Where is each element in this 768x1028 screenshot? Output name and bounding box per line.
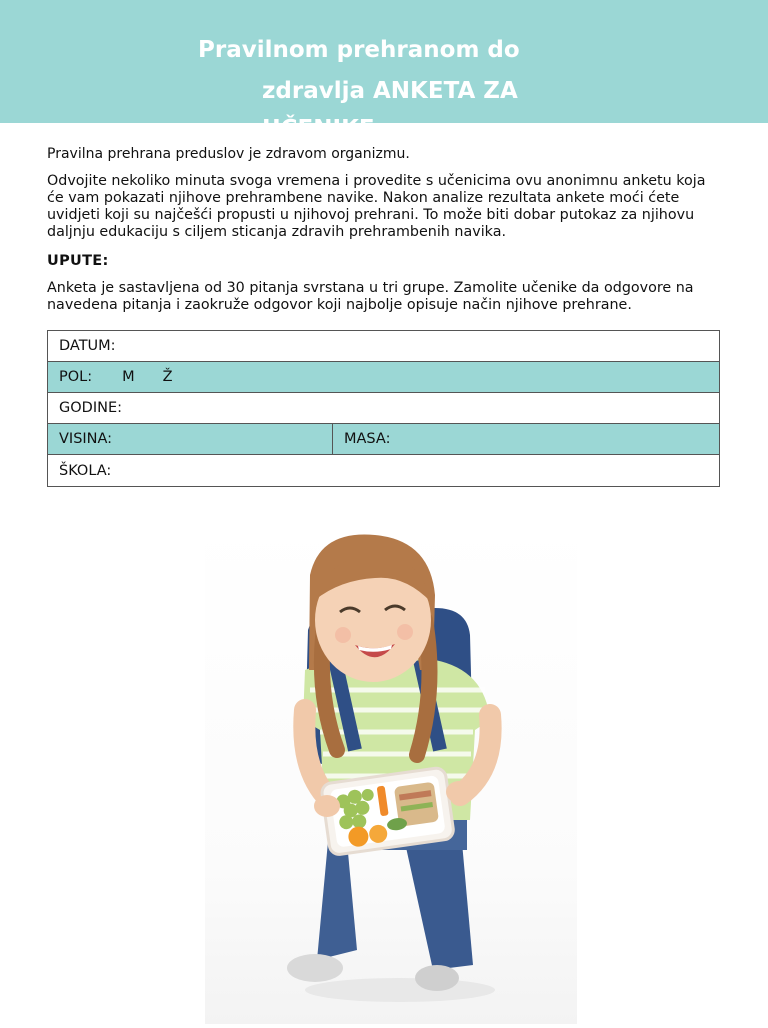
- datum-label: DATUM:: [59, 338, 116, 354]
- visina-cell[interactable]: [48, 424, 333, 454]
- visina-label: VISINA:: [59, 431, 113, 447]
- datum-row[interactable]: [48, 331, 719, 362]
- pol-cell: [48, 362, 173, 392]
- title-line-3: UČENIKE: [262, 116, 375, 142]
- godine-label: GODINE:: [59, 400, 122, 416]
- header-banner: [0, 0, 768, 142]
- girl-illustration: [205, 520, 577, 1024]
- pol-label: POL:: [59, 369, 93, 385]
- pol-option-z[interactable]: Ž: [162, 369, 173, 385]
- girl-with-lunchbox-image: [205, 520, 577, 1024]
- title-line-2: zdravlja ANKETA ZA: [262, 78, 518, 104]
- student-info-form: [47, 330, 720, 487]
- upute-heading: UPUTE:: [47, 253, 109, 269]
- intro-paragraph-3: Anketa je sastavljena od 30 pitanja svrstana u tri grupe. Zamolite učenike da odgovore na navedena pitanja i zaokruže odgovor koji najbolje opisuje način njihove prehrane.: [47, 280, 694, 313]
- masa-label: MASA:: [344, 431, 391, 447]
- pol-row[interactable]: [48, 362, 719, 393]
- title-line-1: Pravilnom prehranom do: [198, 37, 520, 63]
- intro-paragraph-1: Pravilna prehrana preduslov je zdravom organizmu.: [47, 146, 410, 162]
- visina-masa-row: [48, 424, 719, 455]
- masa-cell[interactable]: [333, 424, 390, 454]
- pol-option-m[interactable]: M: [122, 369, 135, 385]
- skola-row[interactable]: [48, 455, 719, 486]
- godine-row[interactable]: [48, 393, 719, 424]
- intro-paragraph-2: Odvojite nekoliko minuta svoga vremena i provedite s učenicima ovu anonimnu anketu koja će vam pokazati njihove prehrambene navike. Nakon analize rezultata ankete moći ćete uvidjeti koji su najčešći propusti u njihovoj prehrani. To može biti dobar putokaz za njihovu daljnju edukaciju s ciljem sticanja zdravih prehrambenih navika.: [47, 173, 706, 240]
- intro-section: [47, 145, 722, 314]
- skola-label: ŠKOLA:: [59, 462, 112, 479]
